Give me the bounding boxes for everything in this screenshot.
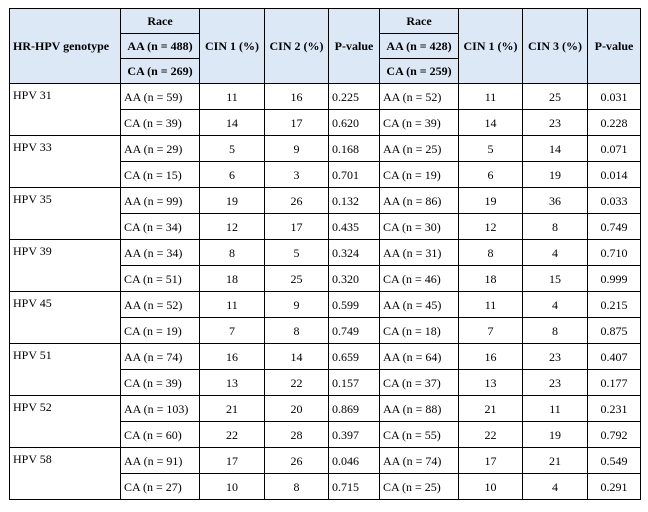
race-cell: AA (n = 52) [380,84,459,110]
race-cell: CA (n = 51) [121,266,200,292]
cin1-cell: 10 [459,474,523,500]
cin3-cell: 4 [523,240,588,266]
cin1-cell: 13 [459,370,523,396]
race-cell: AA (n = 86) [380,188,459,214]
pvalue-cell: 0.701 [329,162,380,188]
cin3-cell: 23 [523,344,588,370]
cin1-cell: 21 [459,396,523,422]
race-cell: CA (n = 39) [380,110,459,136]
race-aa-header: AA (n = 488) [121,34,200,59]
cin1-cell: 19 [200,188,265,214]
pvalue-cell: 0.749 [329,318,380,344]
cin3-header: CIN 3 (%) [523,9,588,84]
genotype-cell: HPV 52 [10,396,121,448]
table-row [10,396,641,422]
cin3-cell: 11 [523,396,588,422]
cin2-cell: 17 [265,214,329,240]
cin2-cell: 8 [265,318,329,344]
race-cell: CA (n = 39) [121,110,200,136]
race-cell: AA (n = 74) [121,344,200,370]
cin1-cell: 14 [459,110,523,136]
pvalue-cell: 0.715 [329,474,380,500]
race-cell: CA (n = 60) [121,422,200,448]
race-cell: AA (n = 103) [121,396,200,422]
pvalue-cell: 0.168 [329,136,380,162]
pvalue-cell: 0.177 [588,370,641,396]
table-row [10,84,641,110]
cin1-cell: 16 [200,344,265,370]
cin1-cell: 19 [459,188,523,214]
race-cell: AA (n = 74) [380,448,459,474]
table-row [10,292,641,318]
cin1-cell: 6 [459,162,523,188]
genotype-cell: HPV 51 [10,344,121,396]
genotype-header: HR-HPV genotype [10,9,121,84]
pvalue-cell: 0.231 [588,396,641,422]
cin2-cell: 20 [265,396,329,422]
cin3-cell: 8 [523,318,588,344]
cin2-cell: 5 [265,240,329,266]
cin1-cell: 18 [200,266,265,292]
pvalue-cell: 0.014 [588,162,641,188]
genotype-cell: HPV 31 [10,84,121,136]
cin3-cell: 8 [523,214,588,240]
table-body [10,84,641,500]
pvalue-cell: 0.875 [588,318,641,344]
pvalue-cell: 0.320 [329,266,380,292]
cin2-cell: 8 [265,474,329,500]
race-cell: CA (n = 25) [380,474,459,500]
cin3-cell: 23 [523,110,588,136]
race-header: Race [380,9,459,34]
cin1-cell: 11 [459,292,523,318]
cin2-cell: 16 [265,84,329,110]
cin1-cell: 6 [200,162,265,188]
pvalue-cell: 0.033 [588,188,641,214]
pvalue-cell: 0.071 [588,136,641,162]
race-cell: CA (n = 30) [380,214,459,240]
cin1-cell: 18 [459,266,523,292]
cin1-cell: 22 [200,422,265,448]
cin1-cell: 8 [200,240,265,266]
pvalue-cell: 0.046 [329,448,380,474]
race-cell: CA (n = 19) [121,318,200,344]
race-cell: CA (n = 39) [121,370,200,396]
pvalue-cell: 0.031 [588,84,641,110]
table-row [10,188,641,214]
pvalue-cell: 0.291 [588,474,641,500]
cin1-cell: 22 [459,422,523,448]
cin1-cell: 13 [200,370,265,396]
genotype-cell: HPV 33 [10,136,121,188]
genotype-cell: HPV 35 [10,188,121,240]
cin1-cell: 10 [200,474,265,500]
race-header: Race [121,9,200,34]
cin2-cell: 26 [265,448,329,474]
race-cell: AA (n = 91) [121,448,200,474]
cin1-cell: 7 [200,318,265,344]
race-cell: AA (n = 34) [121,240,200,266]
pvalue-cell: 0.132 [329,188,380,214]
race-cell: AA (n = 64) [380,344,459,370]
cin1-header: CIN 1 (%) [200,9,265,84]
cin3-cell: 19 [523,422,588,448]
cin2-cell: 25 [265,266,329,292]
cin1-cell: 7 [459,318,523,344]
pvalue-cell: 0.599 [329,292,380,318]
table-row [10,344,641,370]
cin3-cell: 15 [523,266,588,292]
pvalue-cell: 0.999 [588,266,641,292]
cin1-cell: 12 [200,214,265,240]
cin1-header: CIN 1 (%) [459,9,523,84]
race-cell: CA (n = 34) [121,214,200,240]
cin3-cell: 19 [523,162,588,188]
cin1-cell: 5 [200,136,265,162]
race-cell: AA (n = 31) [380,240,459,266]
pvalue-header: P-value [588,9,641,84]
genotype-cell: HPV 39 [10,240,121,292]
race-ca-header: CA (n = 269) [121,59,200,84]
cin3-cell: 21 [523,448,588,474]
cin1-cell: 11 [200,292,265,318]
pvalue-cell: 0.157 [329,370,380,396]
cin1-cell: 5 [459,136,523,162]
cin2-cell: 9 [265,292,329,318]
hpv-cin-table [9,8,641,500]
cin1-cell: 21 [200,396,265,422]
race-cell: AA (n = 99) [121,188,200,214]
pvalue-cell: 0.407 [588,344,641,370]
race-ca-header: CA (n = 259) [380,59,459,84]
cin3-cell: 36 [523,188,588,214]
pvalue-cell: 0.792 [588,422,641,448]
cin2-cell: 3 [265,162,329,188]
cin3-cell: 23 [523,370,588,396]
table-row [10,240,641,266]
cin2-header: CIN 2 (%) [265,9,329,84]
pvalue-cell: 0.228 [588,110,641,136]
race-cell: CA (n = 46) [380,266,459,292]
race-cell: CA (n = 15) [121,162,200,188]
cin3-cell: 14 [523,136,588,162]
cin1-cell: 12 [459,214,523,240]
cin2-cell: 26 [265,188,329,214]
race-cell: CA (n = 19) [380,162,459,188]
pvalue-cell: 0.397 [329,422,380,448]
race-cell: CA (n = 18) [380,318,459,344]
cin3-cell: 25 [523,84,588,110]
cin1-cell: 17 [459,448,523,474]
race-cell: AA (n = 52) [121,292,200,318]
pvalue-cell: 0.435 [329,214,380,240]
race-cell: CA (n = 27) [121,474,200,500]
cin3-cell: 4 [523,474,588,500]
pvalue-cell: 0.225 [329,84,380,110]
pvalue-cell: 0.710 [588,240,641,266]
genotype-cell: HPV 58 [10,448,121,500]
cin3-cell: 4 [523,292,588,318]
cin2-cell: 28 [265,422,329,448]
table-row [10,136,641,162]
cin2-cell: 22 [265,370,329,396]
race-cell: AA (n = 88) [380,396,459,422]
pvalue-cell: 0.749 [588,214,641,240]
cin1-cell: 14 [200,110,265,136]
race-cell: AA (n = 59) [121,84,200,110]
cin1-cell: 17 [200,448,265,474]
cin2-cell: 17 [265,110,329,136]
cin1-cell: 16 [459,344,523,370]
table-row [10,448,641,474]
cin1-cell: 11 [200,84,265,110]
race-cell: AA (n = 25) [380,136,459,162]
cin1-cell: 11 [459,84,523,110]
cin2-cell: 9 [265,136,329,162]
genotype-cell: HPV 45 [10,292,121,344]
pvalue-cell: 0.869 [329,396,380,422]
pvalue-cell: 0.324 [329,240,380,266]
cin2-cell: 14 [265,344,329,370]
cin1-cell: 8 [459,240,523,266]
race-cell: CA (n = 37) [380,370,459,396]
pvalue-cell: 0.215 [588,292,641,318]
race-cell: AA (n = 45) [380,292,459,318]
pvalue-cell: 0.549 [588,448,641,474]
pvalue-header: P-value [329,9,380,84]
pvalue-cell: 0.659 [329,344,380,370]
race-cell: CA (n = 55) [380,422,459,448]
race-cell: AA (n = 29) [121,136,200,162]
race-aa-header: AA (n = 428) [380,34,459,59]
pvalue-cell: 0.620 [329,110,380,136]
